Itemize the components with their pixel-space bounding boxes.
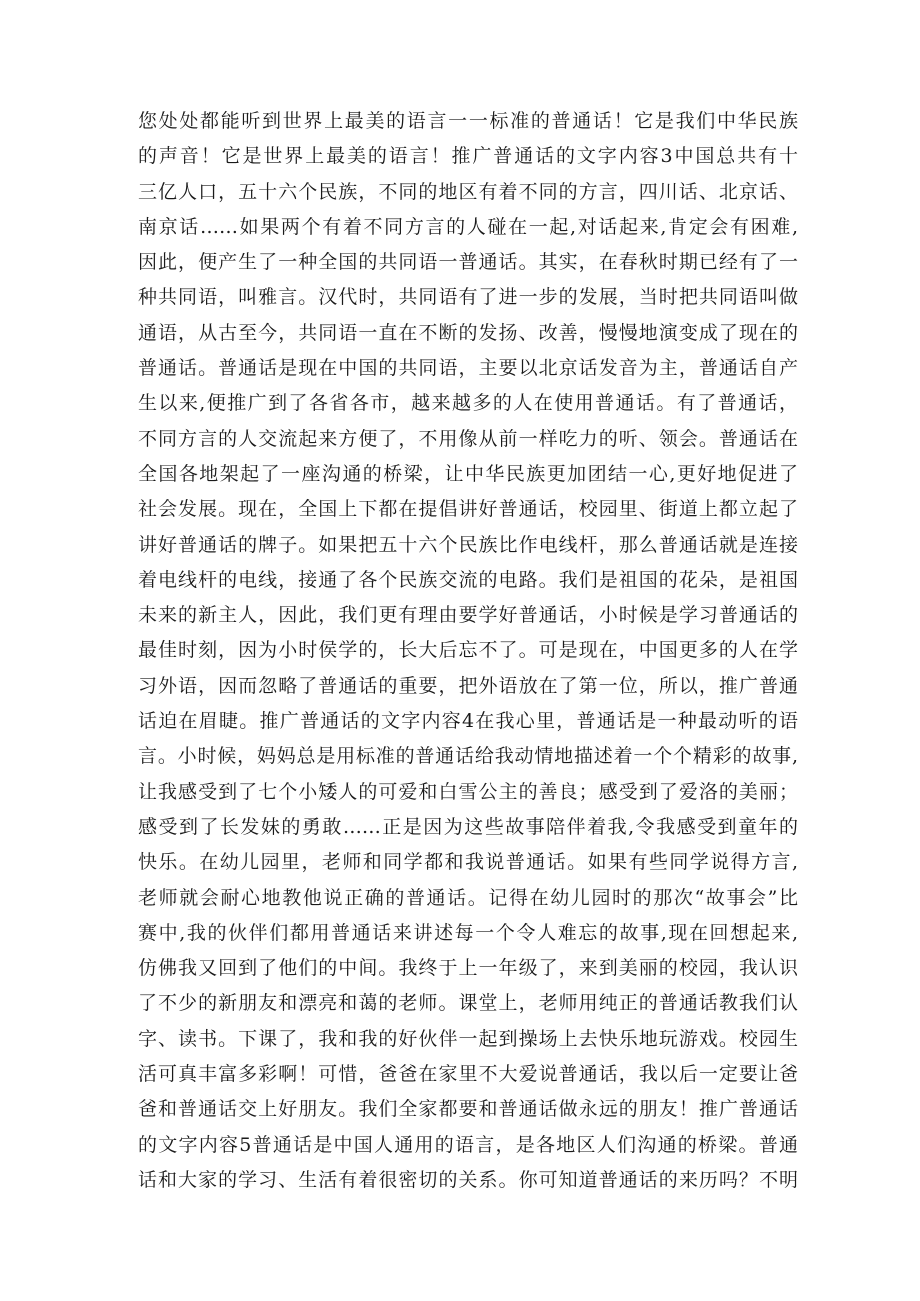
text-line: 通语，从古至今，共同语一直在不断的发扬、改善，慢慢地演变成了现在的 (138, 321, 798, 344)
text-line: 的声音！它是世界上最美的语言！推广普通话的文字内容3中国总共有十 (138, 145, 798, 168)
text-line: 您处处都能听到世界上最美的语言一一标准的普通话！它是我们中华民族 (138, 110, 798, 132)
body-text (138, 104, 798, 1198)
text-line: 讲好普通话的牌子。如果把五十六个民族比作电线杆，那么普通话就是连接 (138, 533, 798, 556)
text-line: 最佳时刻，因为小时侯学的，长大后忘不了。可是现在，中国更多的人在学 (138, 639, 798, 662)
text-line: 习外语，因而忽略了普通话的重要，把外语放在了第一位，所以，推广普通 (138, 674, 798, 697)
text-line: 让我感受到了七个小矮人的可爱和白雪公主的善良；感受到了爱洛的美丽； (138, 780, 798, 803)
text-line: 普通话。普通话是现在中国的共同语，主要以北京话发音为主，普通话自产 (138, 357, 798, 380)
text-line: 话和大家的学习、生活有着很密切的关系。你可知道普通话的来历吗？不明 (138, 1168, 798, 1191)
text-line: 因此，便产生了一种全国的共同语一普通话。其实，在春秋时期已经有了一 (138, 251, 798, 274)
text-line: 南京话……如果两个有着不同方言的人碰在一起,对话起来,肯定会有困难, (138, 215, 798, 238)
text-line: 话迫在眉睫。推广普通话的文字内容4在我心里，普通话是一种最动听的语 (138, 710, 798, 733)
text-line: 仿佛我又回到了他们的中间。我终于上一年级了，来到美丽的校园，我认识 (138, 957, 798, 980)
text-line: 了不少的新朋友和漂亮和蔼的老师。课堂上，老师用纯正的普通话教我们认 (138, 992, 798, 1015)
text-line: 社会发展。现在，全国上下都在提倡讲好普通话，校园里、街道上都立起了 (138, 498, 798, 521)
text-line: 活可真丰富多彩啊！可惜，爸爸在家里不大爱说普通话，我以后一定要让爸 (138, 1063, 798, 1086)
text-line: 字、读书。下课了，我和我的好伙伴一起到操场上去快乐地玩游戏。校园生 (138, 1027, 798, 1050)
text-line: 老师就会耐心地教他说正确的普通话。记得在幼儿园时的那次“故事会”比 (138, 886, 798, 909)
text-line: 快乐。在幼儿园里，老师和同学都和我说普通话。如果有些同学说得方言, (138, 851, 798, 874)
text-line: 赛中,我的伙伴们都用普通话来讲述每一个令人难忘的故事,现在回想起来, (138, 921, 798, 944)
text-line: 爸和普通话交上好朋友。我们全家都要和普通话做永远的朋友！推广普通话 (138, 1098, 798, 1121)
text-line: 的文字内容5普通话是中国人通用的语言，是各地区人们沟通的桥梁。普通 (138, 1133, 798, 1156)
text-line: 全国各地架起了一座沟通的桥梁，让中华民族更加团结一心,更好地促进了 (138, 462, 798, 485)
text-line: 着电线杆的电线，接通了各个民族交流的电路。我们是祖国的花朵，是祖国 (138, 568, 798, 591)
text-line: 感受到了长发妹的勇敢……正是因为这些故事陪伴着我,令我感受到童年的 (138, 815, 798, 838)
text-line: 三亿人口，五十六个民族，不同的地区有着不同的方言，四川话、北京话、 (138, 180, 798, 203)
text-line: 种共同语，叫雅言。汉代时，共同语有了进一步的发展，当时把共同语叫做 (138, 286, 798, 309)
text-line: 言。小时候，妈妈总是用标准的普通话给我动情地描述着一个个精彩的故事, (138, 745, 798, 768)
text-line: 生以来,便推广到了各省各市，越来越多的人在使用普通话。有了普通话， (138, 392, 798, 415)
text-line: 未来的新主人，因此，我们更有理由要学好普通话，小时候是学习普通话的 (138, 604, 798, 627)
text-line: 不同方言的人交流起来方便了，不用像从前一样吃力的听、领会。普通话在 (138, 427, 798, 450)
